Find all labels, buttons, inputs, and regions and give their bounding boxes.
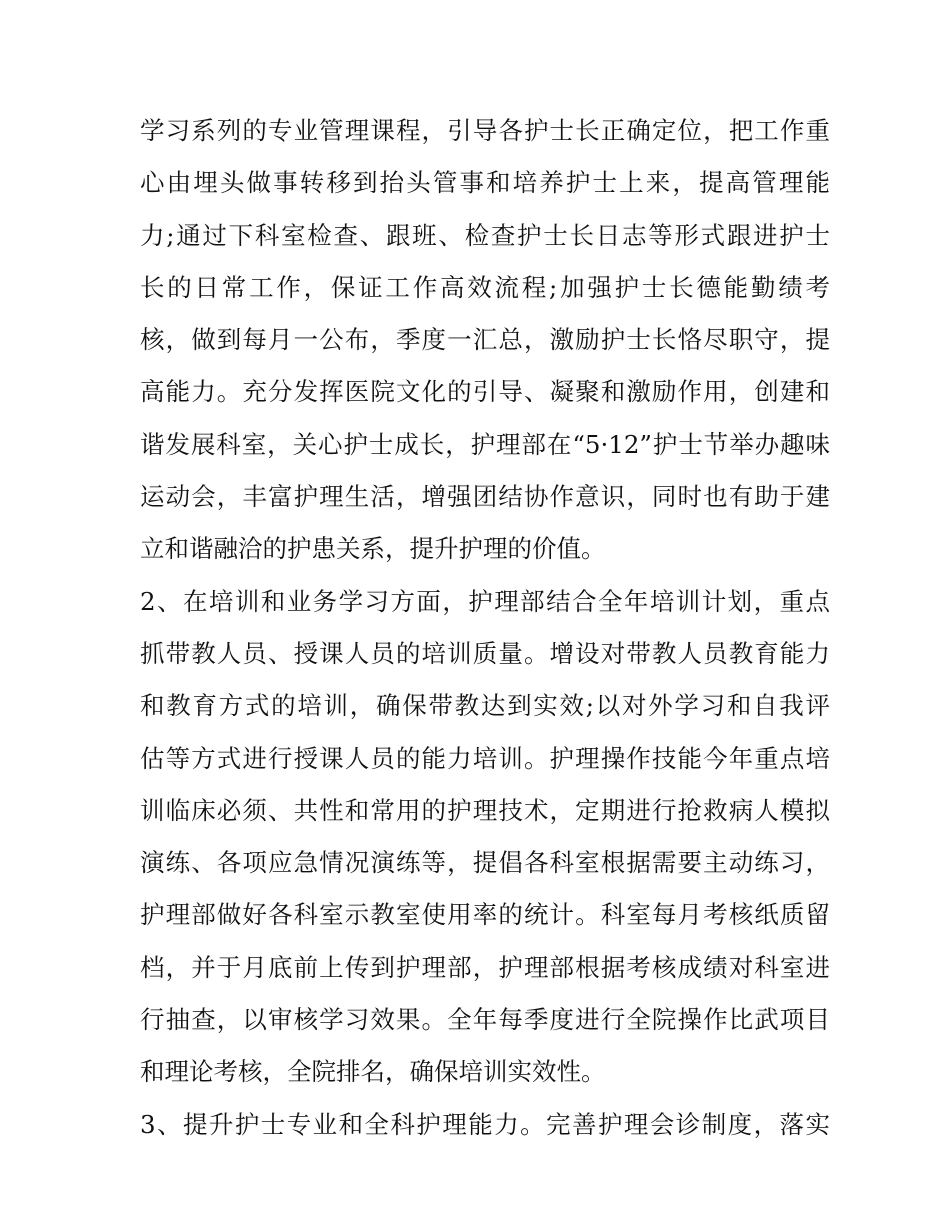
text-line: 3、提升护士专业和全科护理能力。完善护理会诊制度，落实: [140, 1109, 830, 1139]
text-line: 长的日常工作，保证工作高效流程;加强护士长德能勤绩考: [140, 272, 830, 302]
text-line: 行抽查，以审核学习效果。全年每季度进行全院操作比武项目: [140, 1005, 830, 1035]
text-line: 护理部做好各科室示教室使用率的统计。科室每月考核纸质留: [140, 900, 830, 930]
text-line: 学习系列的专业管理课程，引导各护士长正确定位，把工作重: [140, 116, 830, 145]
text-line: 训临床必须、共性和常用的护理技术，定期进行抢救病人模拟: [140, 795, 830, 825]
text-line: 和理论考核，全院排名，确保培训实效性。: [140, 1057, 606, 1087]
text-line: 运动会，丰富护理生活，增强团结协作意识，同时也有助于建: [140, 482, 830, 512]
text-line: 估等方式进行授课人员的能力培训。护理操作技能今年重点培: [140, 743, 830, 773]
text-line: 演练、各项应急情况演练等，提倡各科室根据需要主动练习，: [140, 848, 830, 878]
text-line: 抓带教人员、授课人员的培训质量。增设对带教人员教育能力: [140, 638, 830, 668]
text-line: 立和谐融洽的护患关系，提升护理的价值。: [140, 534, 606, 564]
text-line: 和教育方式的培训，确保带教达到实效;以对外学习和自我评: [140, 691, 830, 721]
text-line: 心由埋头做事转移到抬头管事和培养护士上来，提高管理能: [140, 168, 830, 198]
text-line: 谐发展科室，关心护士成长，护理部在“5·12”护士节举办趣味: [140, 429, 830, 459]
text-line: 高能力。充分发挥医院文化的引导、凝聚和激励作用，创建和: [140, 377, 830, 407]
body-text: [140, 105, 830, 1151]
text-line: 档，并于月底前上传到护理部，护理部根据考核成绩对科室进: [140, 952, 830, 982]
text-line: 2、在培训和业务学习方面，护理部结合全年培训计划，重点: [140, 586, 830, 616]
text-line: 力;通过下科室检查、跟班、检查护士长日志等形式跟进护士: [140, 220, 830, 250]
text-line: 核，做到每月一公布，季度一汇总，激励护士长恪尽职守，提: [140, 325, 830, 355]
